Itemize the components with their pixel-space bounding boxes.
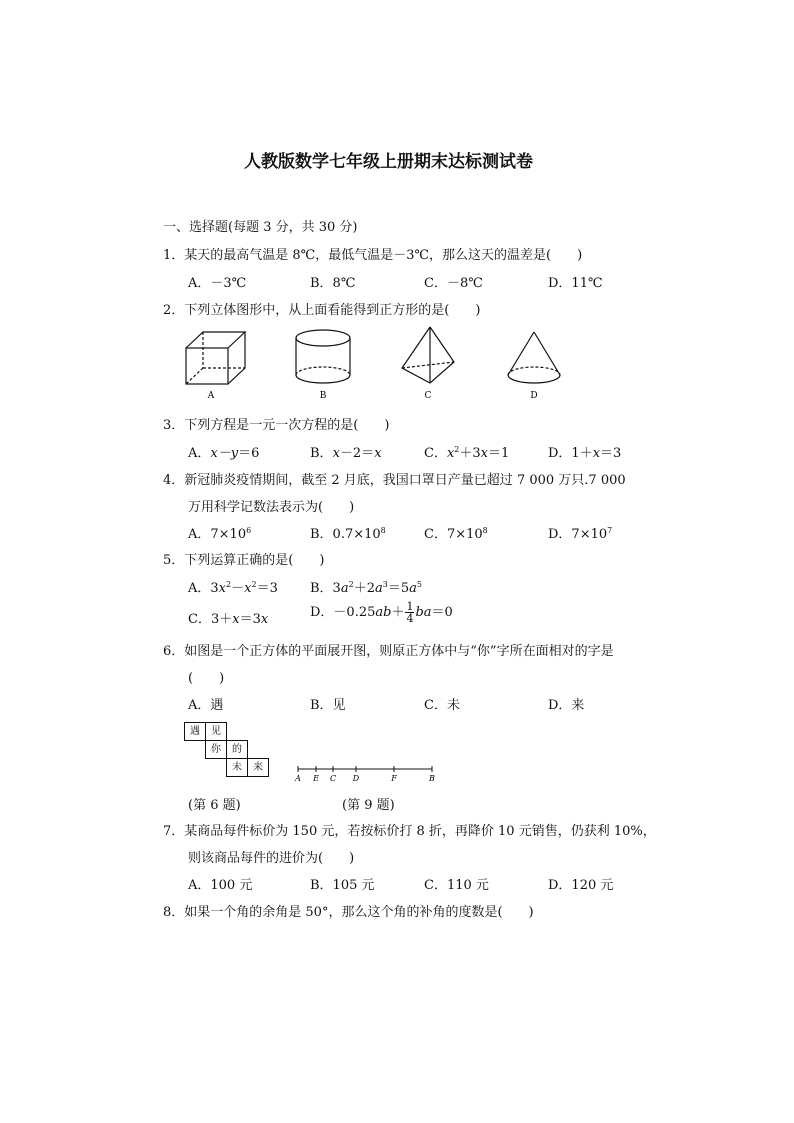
point-label: B — [429, 774, 435, 783]
question-1-option-b: B．8℃ — [310, 276, 356, 291]
section-header: 一、选择题(每题 3 分，共 30 分) — [163, 220, 358, 235]
cylinder-figure — [296, 330, 350, 383]
question-4-option-d: D．$7\times 10^7$ — [548, 526, 613, 542]
figure-label-d: D — [530, 391, 538, 401]
question-3-option-d: D．1＋x＝3 — [548, 446, 622, 461]
cube-figure — [186, 332, 245, 384]
fraction-one-quarter: $\frac{1}{4}$ — [406, 600, 414, 625]
question-7-stem-line2: 则该商品每件的进价为( ) — [188, 851, 355, 866]
question-2-solids-figure — [180, 325, 580, 403]
question-3-option-c: C．$x^2+3x=1$ — [424, 445, 510, 461]
question-6-stem-line2: ( ) — [188, 671, 225, 686]
question-8-stem: 8．如果一个角的余角是 50°，那么这个角的补角的度数是( ) — [163, 905, 534, 920]
figure-caption-q9: (第 9 题) — [342, 798, 395, 813]
question-4-stem-line2: 万用科学记数法表示为( ) — [188, 500, 355, 515]
question-4-option-a: A．$7\times 10^6$ — [188, 526, 252, 542]
question-5-option-a: A．$3x^2-x^2=3$ — [188, 580, 278, 596]
question-1-stem: 1．某天的最高气温是 8℃，最低气温是－3℃，那么这天的温差是( ) — [163, 248, 583, 263]
net-cell: 你 — [205, 740, 227, 759]
point-label: C — [329, 774, 337, 783]
question-1-option-a: A．－3℃ — [188, 276, 247, 291]
question-3-option-a: A．x－y＝6 — [188, 446, 260, 461]
cube-net-figure — [184, 722, 274, 782]
question-7-stem-line1: 7．某商品每件标价为 150 元，若按标价打 8 折，再降价 10 元销售，仍获利 10%， — [163, 824, 656, 839]
question-1-option-d: D．11℃ — [548, 276, 603, 291]
question-7-option-d: D．120 元 — [548, 878, 614, 893]
question-5-option-d: D．－0.25ab＋ $\frac{1}{4}$ ba＝0 — [310, 600, 453, 625]
question-5-option-c: C．3＋x＝3x — [188, 612, 269, 627]
question-7-option-b: B．105 元 — [310, 878, 375, 893]
net-cell: 来 — [247, 758, 269, 777]
question-6-option-d: D．来 — [548, 698, 585, 713]
question-4-option-b: B．$0.7\times 10^8$ — [310, 526, 386, 542]
question-3-option-b: B．x－2＝x — [310, 446, 382, 461]
page-title: 人教版数学七年级上册期末达标测试卷 — [244, 152, 533, 172]
question-4-stem-line1: 4．新冠肺炎疫情期间，截至 2 月底，我国口罩日产量已超过 7 000 万只.7 000 — [163, 473, 626, 488]
pyramid-figure — [402, 327, 454, 383]
point-label: E — [313, 774, 319, 783]
figure-caption-q6: (第 6 题) — [188, 798, 241, 813]
cone-figure — [508, 332, 560, 383]
question-4-option-c: C．$7\times 10^8$ — [424, 526, 488, 542]
figure-label-a: A — [207, 391, 215, 401]
net-cell: 的 — [226, 740, 248, 759]
question-7-option-a: A．100 元 — [188, 878, 253, 893]
question-6-stem-line1: 6．如图是一个正方体的平面展开图，则原正方体中与“你”字所在面相对的字是 — [163, 644, 614, 659]
point-label: D — [352, 774, 360, 783]
point-label: A — [295, 774, 301, 783]
point-label: F — [391, 774, 397, 783]
question-6-option-a: A．遇 — [188, 698, 224, 713]
question-5-stem: 5．下列运算正确的是( ) — [163, 553, 325, 568]
net-cell: 未 — [226, 758, 248, 777]
figure-label-b: B — [319, 391, 327, 401]
question-9-segment-figure — [292, 762, 442, 784]
question-6-option-b: B．见 — [310, 698, 346, 713]
net-cell: 见 — [205, 722, 227, 741]
figure-label-c: C — [424, 391, 432, 401]
question-7-option-c: C．110 元 — [424, 878, 489, 893]
question-5-option-b: B．$3a^2+2a^3=5a^5$ — [310, 580, 422, 596]
question-1-option-c: C．－8℃ — [424, 276, 483, 291]
question-3-stem: 3．下列方程是一元一次方程的是( ) — [163, 418, 390, 433]
net-cell: 遇 — [184, 722, 206, 741]
question-6-option-c: C．未 — [424, 698, 460, 713]
question-2-stem: 2．下列立体图形中，从上面看能得到正方形的是( ) — [163, 303, 481, 318]
